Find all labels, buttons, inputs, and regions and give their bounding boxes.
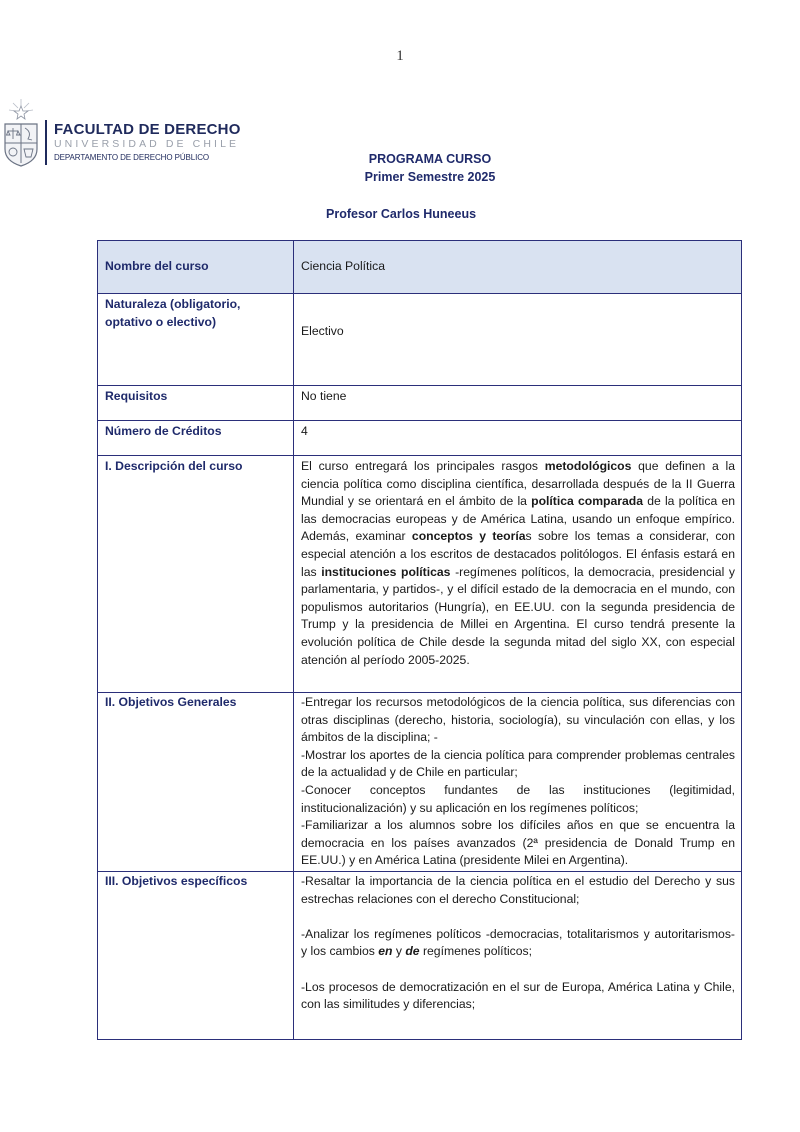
objective-item: -Entregar los recursos metodológicos de la ciencia política, sus diferencias con otras disciplinas (derecho, historia, sociología), su vinculación con ellas, y los ámbitos de la disciplina; - bbox=[301, 695, 735, 745]
text-run: y bbox=[392, 944, 406, 959]
objective-item: -Los procesos de democratización en el sur de Europa, América Latina y Chile, con las similitudes y diferencias; bbox=[301, 979, 735, 1012]
semester-label: Primer Semestre 2025 bbox=[364, 170, 496, 184]
description-text bbox=[294, 456, 742, 693]
row-value: Electivo bbox=[294, 294, 742, 386]
table-row-credits bbox=[98, 421, 742, 456]
table-row-nature bbox=[98, 294, 742, 386]
professor-name: Profesor Carlos Huneeus bbox=[326, 207, 477, 221]
row-value: Ciencia Política bbox=[294, 241, 742, 294]
logo-divider bbox=[45, 120, 47, 165]
row-value: 4 bbox=[294, 421, 742, 456]
text-run: que definen a la ciencia política como disciplina científica, desarrollada después de la II Guerra Mundial y se orientará en el ámbito de la bbox=[301, 459, 735, 509]
row-label: Naturaleza (obligatorio, optativo o electivo) bbox=[98, 294, 294, 386]
text-run: -Analizar los regímenes políticos -democracias, totalitarismos y autoritarismos- y los cambios bbox=[301, 926, 735, 959]
faculty-logo bbox=[2, 97, 241, 169]
text-run: s sobre los temas a considerar, con especial atención a los escritos de destacados politólogos. El énfasis estará en las bbox=[301, 529, 735, 579]
row-label: Requisitos bbox=[98, 386, 294, 421]
emphasis-text: conceptos y teoría bbox=[411, 529, 526, 544]
logo-department: DEPARTAMENTO DE DERECHO PÚBLICO bbox=[54, 153, 210, 162]
spacer bbox=[301, 908, 735, 926]
row-label: I. Descripción del curso bbox=[98, 456, 294, 693]
objective-item: -Resaltar la importancia de la ciencia política en el estudio del Derecho y sus estrechas relaciones con el derecho Constitucional; bbox=[301, 874, 735, 906]
specific-objectives-list bbox=[294, 872, 742, 1040]
objective-item: -Mostrar los aportes de la ciencia política para comprender problemas centrales de la actualidad y de Chile en particular; bbox=[301, 747, 735, 780]
row-label: Nombre del curso bbox=[98, 241, 294, 294]
objective-item: -Conocer conceptos fundantes de las instituciones (legitimidad, institucionalización) y su aplicación en los regímenes políticos; bbox=[301, 782, 735, 815]
emphasis-text: en bbox=[378, 944, 393, 959]
page-number: 1 bbox=[396, 48, 404, 64]
table-row-general-objectives bbox=[98, 693, 742, 872]
emphasis-text: metodológicos bbox=[544, 459, 632, 473]
table-row-requirements bbox=[98, 386, 742, 421]
text-run: -regímenes políticos, la democracia, presidencial y parlamentaria, y partidos-, y el difícil estado de la democracia en el mundo, con populismos autoritarios (Hungría), en EE.UU. con la segunda presidencia de Trump y la presidencia de Millei en Argentina. El curso tendrá presente la evolución política de Chile desde la segunda mitad del siglo XX, con especial atención al período 2005-2025. bbox=[301, 564, 735, 667]
university-crest-icon bbox=[2, 97, 40, 167]
emphasis-text: de bbox=[405, 944, 420, 959]
document-title: PROGRAMA CURSO bbox=[368, 152, 492, 166]
text-run: El curso entregará los principales rasgos bbox=[301, 459, 545, 473]
spacer bbox=[301, 961, 735, 979]
logo-title: FACULTAD DE DERECHO bbox=[54, 121, 241, 138]
table-row-description bbox=[98, 456, 742, 693]
logo-subtitle: UNIVERSIDAD DE CHILE bbox=[54, 138, 240, 150]
table-row-specific-objectives bbox=[98, 872, 742, 1040]
emphasis-text: política comparada bbox=[531, 494, 644, 509]
course-program-table bbox=[97, 240, 742, 1040]
emphasis-text: instituciones políticas bbox=[321, 564, 451, 579]
text-run: de la política en las democracias europeas y de América Latina, usando un enfoque empírico. Además, examinar bbox=[301, 494, 736, 544]
row-label: II. Objetivos Generales bbox=[98, 693, 294, 872]
table-row-course-name bbox=[98, 241, 742, 294]
row-label: Número de Créditos bbox=[98, 421, 294, 456]
text-run: regímenes políticos; bbox=[419, 944, 533, 959]
row-value: No tiene bbox=[294, 386, 742, 421]
row-label: III. Objetivos específicos bbox=[98, 872, 294, 1040]
objective-item: -Familiarizar a los alumnos sobre los difíciles años en que se encuentra la democracia en los países avanzados (2ª presidencia de Donald Trump en EE.UU.) y en América Latina (presidente Milei en Argentina). bbox=[301, 818, 735, 868]
general-objectives-list bbox=[294, 693, 742, 872]
objective-item bbox=[301, 926, 735, 961]
